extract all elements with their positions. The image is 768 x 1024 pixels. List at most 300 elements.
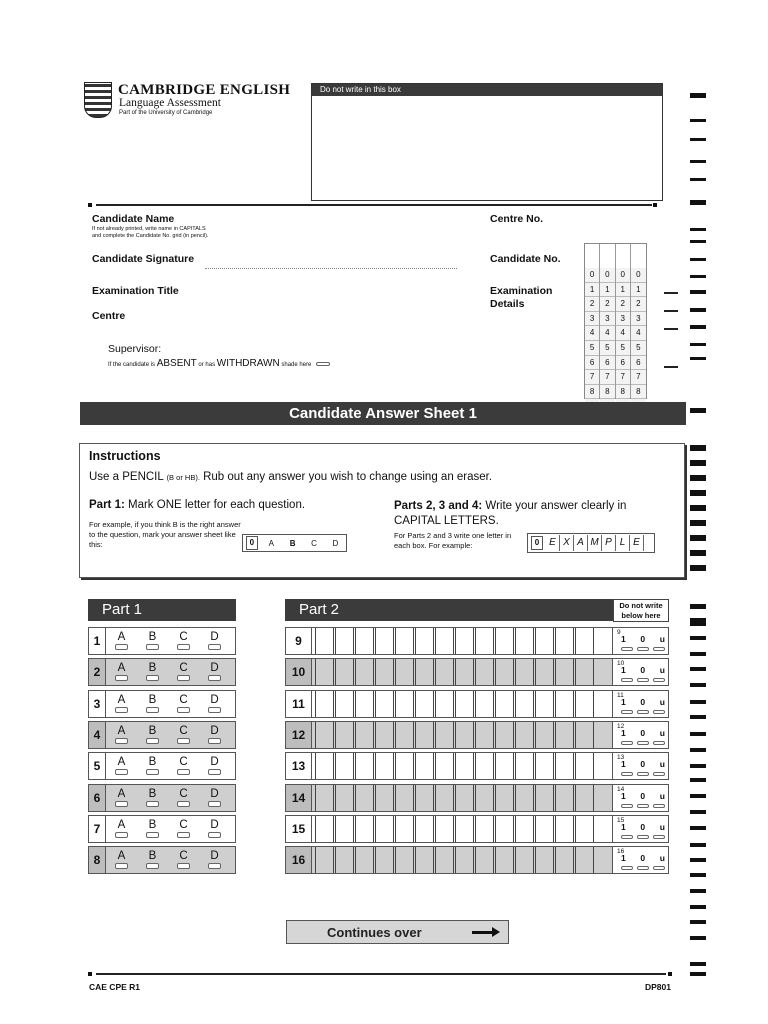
candidate-digit-bubble[interactable]: 3: [600, 312, 614, 327]
letter-box[interactable]: [415, 691, 434, 717]
continues-over-banner: Continues over: [286, 920, 509, 944]
part2-question-row[interactable]: [285, 658, 669, 686]
letter-box[interactable]: [375, 816, 394, 842]
exam-title-label: Examination Title: [92, 285, 179, 297]
letter-box[interactable]: [475, 847, 494, 873]
timing-mark: [690, 700, 706, 704]
letter-box[interactable]: [555, 659, 574, 685]
part2-question-row[interactable]: [285, 721, 669, 749]
candidate-digit-bubble[interactable]: 3: [631, 312, 646, 327]
letter-box[interactable]: [535, 628, 554, 654]
alignment-mark: [668, 972, 672, 976]
letter-box[interactable]: [315, 722, 334, 748]
letter-box[interactable]: [515, 753, 534, 779]
instructions-title: Instructions: [89, 449, 161, 463]
answer-option-bubble[interactable]: D: [199, 753, 230, 779]
timing-mark: [690, 748, 706, 752]
letter-box[interactable]: [435, 847, 454, 873]
cambridge-shield-logo: [84, 82, 112, 118]
exam-details-label: Examination Details: [490, 285, 553, 310]
footer-rule: [96, 973, 666, 975]
letter-box[interactable]: [495, 691, 514, 717]
timing-mark: [690, 873, 706, 877]
answer-option-bubble[interactable]: C: [168, 628, 199, 654]
candidate-name-note: If not already printed, write name in CAPITALS and complete the Candidate No. grid (in pencil).: [92, 226, 209, 239]
answer-option-bubble[interactable]: B: [137, 753, 168, 779]
candidate-digit-bubble[interactable]: 0: [616, 268, 630, 283]
timing-mark: [690, 636, 706, 640]
candidate-digit-bubble[interactable]: 5: [616, 341, 630, 356]
timing-mark: [690, 408, 706, 413]
letter-box[interactable]: [375, 785, 394, 811]
alignment-mark: [653, 203, 657, 207]
letter-box[interactable]: [395, 816, 414, 842]
letter-box[interactable]: [415, 628, 434, 654]
letter-box[interactable]: [495, 659, 514, 685]
timing-mark: [690, 275, 706, 278]
letter-box[interactable]: [475, 628, 494, 654]
candidate-digit-bubble[interactable]: 6: [600, 356, 614, 371]
part1-question-row[interactable]: [88, 658, 236, 686]
letter-box[interactable]: [335, 785, 354, 811]
letter-box[interactable]: [495, 816, 514, 842]
supervisor-label: Supervisor:: [108, 343, 162, 355]
timing-mark: [690, 667, 706, 671]
letter-box[interactable]: [475, 691, 494, 717]
letter-box[interactable]: [555, 753, 574, 779]
answer-option-bubble[interactable]: B: [137, 816, 168, 842]
answer-option-bubble[interactable]: D: [199, 628, 230, 654]
question-number: 5: [89, 753, 106, 779]
details-tick: [664, 328, 678, 330]
letter-boxes[interactable]: [312, 628, 612, 654]
answer-option-bubble[interactable]: C: [168, 785, 199, 811]
part2-question-row[interactable]: [285, 784, 669, 812]
candidate-digit-bubble[interactable]: 2: [616, 297, 630, 312]
letter-box[interactable]: [555, 816, 574, 842]
question-number: 12: [286, 722, 312, 748]
letter-box[interactable]: [575, 722, 594, 748]
letter-box[interactable]: [315, 816, 334, 842]
letter-box[interactable]: [535, 691, 554, 717]
header-rule: [96, 204, 652, 206]
letter-box[interactable]: [355, 785, 374, 811]
letter-box[interactable]: [435, 659, 454, 685]
answer-option-bubble[interactable]: A: [106, 785, 137, 811]
letter-box[interactable]: [455, 847, 474, 873]
letter-box[interactable]: [455, 785, 474, 811]
letter-box[interactable]: [575, 753, 594, 779]
letter-box[interactable]: [375, 691, 394, 717]
answer-option-bubble[interactable]: D: [199, 816, 230, 842]
footer-code-left: CAE CPE R1: [89, 982, 141, 992]
parts234-instruction: Parts 2, 3 and 4: Write your answer clearly in CAPITAL LETTERS.: [394, 500, 627, 527]
answer-option-bubble[interactable]: C: [168, 816, 199, 842]
question-number: 3: [89, 691, 106, 717]
answer-option-bubble[interactable]: A: [106, 628, 137, 654]
letter-box[interactable]: [435, 816, 454, 842]
timing-mark: [690, 810, 706, 814]
letter-box[interactable]: [555, 722, 574, 748]
part2-heading: Part 2: [285, 599, 613, 621]
letter-box[interactable]: [435, 785, 454, 811]
letter-box[interactable]: [335, 659, 354, 685]
letter-box[interactable]: [495, 722, 514, 748]
timing-mark: [690, 826, 706, 830]
part1-question-row[interactable]: [88, 846, 236, 874]
letter-box[interactable]: [515, 691, 534, 717]
candidate-digit-bubble[interactable]: 2: [631, 297, 646, 312]
letter-box[interactable]: [575, 628, 594, 654]
letter-box[interactable]: [475, 785, 494, 811]
answer-option-bubble[interactable]: B: [137, 691, 168, 717]
letter-box[interactable]: [555, 691, 574, 717]
timing-mark: [690, 972, 706, 976]
letter-box[interactable]: [535, 816, 554, 842]
letter-box[interactable]: [335, 753, 354, 779]
timing-mark: [690, 445, 706, 451]
candidate-digit-column[interactable]: [631, 244, 646, 398]
letter-box[interactable]: [415, 847, 434, 873]
timing-mark: [690, 550, 706, 556]
candidate-number-grid[interactable]: [584, 243, 647, 399]
examiner-mark-box: 14 1 0 u: [612, 785, 668, 811]
signature-line[interactable]: [205, 268, 457, 269]
timing-mark: [690, 618, 706, 626]
candidate-digit-bubble[interactable]: 4: [600, 326, 614, 341]
letter-box[interactable]: [455, 722, 474, 748]
part1-instruction: Part 1: Mark ONE letter for each question.: [89, 499, 306, 511]
candidate-digit-bubble[interactable]: 8: [631, 385, 646, 400]
candidate-digit-bubble[interactable]: 4: [631, 326, 646, 341]
letter-box[interactable]: [475, 659, 494, 685]
timing-mark: [690, 460, 706, 466]
alignment-mark: [88, 972, 92, 976]
letter-box[interactable]: [575, 785, 594, 811]
timing-mark: [690, 652, 706, 656]
candidate-digit-bubble[interactable]: 1: [631, 283, 646, 298]
letter-box[interactable]: [315, 753, 334, 779]
part2-question-row[interactable]: [285, 815, 669, 843]
timing-mark: [690, 535, 706, 541]
letter-box[interactable]: [415, 753, 434, 779]
candidate-digit-bubble[interactable]: 1: [616, 283, 630, 298]
centre-label: Centre: [92, 310, 126, 322]
timing-mark: [690, 715, 706, 719]
letter-box[interactable]: [335, 816, 354, 842]
letter-box[interactable]: [495, 847, 514, 873]
letter-box[interactable]: [315, 691, 334, 717]
answer-option-bubble[interactable]: A: [106, 659, 137, 685]
candidate-digit-bubble[interactable]: 0: [585, 268, 599, 283]
letter-box[interactable]: [375, 628, 394, 654]
candidate-digit-bubble[interactable]: 7: [585, 370, 599, 385]
letter-box[interactable]: [415, 816, 434, 842]
part1-example-answer: 0 A B C D: [242, 534, 347, 552]
letter-box[interactable]: [375, 847, 394, 873]
candidate-digit-bubble[interactable]: 8: [616, 385, 630, 400]
letter-box[interactable]: [515, 847, 534, 873]
candidate-digit-bubble[interactable]: 7: [616, 370, 630, 385]
letter-box[interactable]: [415, 785, 434, 811]
timing-mark: [690, 490, 706, 496]
letter-box[interactable]: [355, 847, 374, 873]
timing-mark: [690, 936, 706, 940]
candidate-digit-bubble[interactable]: 6: [616, 356, 630, 371]
answer-option-bubble[interactable]: D: [199, 659, 230, 685]
candidate-digit-bubble[interactable]: 2: [600, 297, 614, 312]
letter-box[interactable]: [575, 691, 594, 717]
letter-box[interactable]: [575, 659, 594, 685]
absent-instruction: If the candidate is ABSENT or has WITHDRAWN shade here: [108, 358, 330, 369]
question-number: 7: [89, 816, 106, 842]
letter-box[interactable]: [435, 691, 454, 717]
letter-box[interactable]: [575, 816, 594, 842]
question-number: 2: [89, 659, 106, 685]
candidate-digit-column[interactable]: [600, 244, 615, 398]
answer-option-bubble[interactable]: D: [199, 691, 230, 717]
answer-option-bubble[interactable]: A: [106, 847, 137, 873]
candidate-digit-bubble[interactable]: 6: [631, 356, 646, 371]
letter-box[interactable]: [355, 753, 374, 779]
examiner-mark-box: 9 1 0 u: [612, 628, 668, 654]
letter-box[interactable]: [435, 628, 454, 654]
candidate-digit-bubble[interactable]: 5: [631, 341, 646, 356]
answer-option-bubble[interactable]: A: [106, 753, 137, 779]
parts234-example-text: For Parts 2 and 3 write one letter in each box. For example:: [394, 531, 512, 550]
candidate-name-label: Candidate Name: [92, 213, 175, 225]
letter-box[interactable]: [475, 722, 494, 748]
letter-box[interactable]: [475, 753, 494, 779]
letter-boxes[interactable]: [312, 753, 612, 779]
answer-option-bubble[interactable]: C: [168, 753, 199, 779]
timing-mark: [690, 920, 706, 924]
candidate-digit-bubble[interactable]: 0: [600, 268, 614, 283]
letter-boxes[interactable]: [312, 847, 612, 873]
letter-box[interactable]: [355, 816, 374, 842]
letter-box[interactable]: [535, 753, 554, 779]
parts234-example-answer: 0 E X A M P L E: [527, 533, 655, 553]
timing-mark: [690, 343, 706, 346]
candidate-digit-bubble[interactable]: 6: [585, 356, 599, 371]
letter-box[interactable]: [335, 691, 354, 717]
letter-box[interactable]: [515, 785, 534, 811]
question-number: 10: [286, 659, 312, 685]
letter-box[interactable]: [355, 628, 374, 654]
answer-option-bubble[interactable]: B: [137, 847, 168, 873]
answer-option-bubble[interactable]: B: [137, 628, 168, 654]
part1-question-row[interactable]: [88, 752, 236, 780]
letter-box[interactable]: [415, 722, 434, 748]
letter-box[interactable]: [455, 816, 474, 842]
part2-question-row[interactable]: [285, 846, 669, 874]
letter-box[interactable]: [395, 785, 414, 811]
letter-box[interactable]: [535, 785, 554, 811]
letter-box[interactable]: [455, 753, 474, 779]
letter-box[interactable]: [315, 628, 334, 654]
letter-box[interactable]: [395, 847, 414, 873]
timing-mark: [690, 308, 706, 312]
answer-option-bubble[interactable]: A: [106, 722, 137, 748]
answer-option-bubble[interactable]: B: [137, 722, 168, 748]
question-number: 14: [286, 785, 312, 811]
answer-option-bubble[interactable]: B: [137, 659, 168, 685]
letter-box[interactable]: [455, 691, 474, 717]
letter-box[interactable]: [315, 785, 334, 811]
letter-box[interactable]: [395, 722, 414, 748]
candidate-digit-bubble[interactable]: 2: [585, 297, 599, 312]
answer-option-bubble[interactable]: C: [168, 659, 199, 685]
timing-mark: [690, 889, 706, 893]
letter-box[interactable]: [435, 753, 454, 779]
timing-mark: [690, 565, 706, 571]
letter-box[interactable]: [575, 847, 594, 873]
do-not-write-label: Do not write in this box: [312, 84, 662, 96]
letter-box[interactable]: [395, 628, 414, 654]
examiner-mark-box: 12 1 0 u: [612, 722, 668, 748]
answer-option-bubble[interactable]: D: [199, 785, 230, 811]
letter-box[interactable]: [395, 753, 414, 779]
candidate-digit-bubble[interactable]: 4: [616, 326, 630, 341]
letter-box[interactable]: [315, 847, 334, 873]
letter-boxes[interactable]: [312, 722, 612, 748]
question-number: 1: [89, 628, 106, 654]
letter-box[interactable]: [495, 785, 514, 811]
letter-box[interactable]: [355, 659, 374, 685]
letter-box[interactable]: [335, 847, 354, 873]
part2-question-row[interactable]: [285, 752, 669, 780]
letter-box[interactable]: [555, 847, 574, 873]
candidate-digit-bubble[interactable]: 4: [585, 326, 599, 341]
timing-mark: [690, 520, 706, 526]
timing-mark: [690, 475, 706, 481]
instructions-box: [79, 443, 685, 578]
part1-question-row[interactable]: [88, 815, 236, 843]
candidate-digit-bubble[interactable]: 5: [600, 341, 614, 356]
letter-box[interactable]: [395, 691, 414, 717]
letter-boxes[interactable]: [312, 785, 612, 811]
candidate-digit-bubble[interactable]: 3: [585, 312, 599, 327]
timing-mark: [690, 778, 706, 782]
candidate-digit-bubble[interactable]: 7: [600, 370, 614, 385]
timing-mark: [690, 843, 706, 847]
question-number: 6: [89, 785, 106, 811]
letter-box[interactable]: [515, 628, 534, 654]
letter-box[interactable]: [515, 722, 534, 748]
part2-question-row[interactable]: [285, 627, 669, 655]
candidate-no-label: Candidate No.: [490, 253, 561, 265]
letter-box[interactable]: [555, 785, 574, 811]
question-number: 4: [89, 722, 106, 748]
candidate-digit-bubble[interactable]: 5: [585, 341, 599, 356]
brand-subtitle: Language Assessment: [119, 97, 221, 109]
candidate-digit-column[interactable]: [585, 244, 600, 398]
answer-option-bubble[interactable]: D: [199, 847, 230, 873]
candidate-digit-bubble[interactable]: 8: [600, 385, 614, 400]
letter-box[interactable]: [535, 847, 554, 873]
letter-box[interactable]: [515, 816, 534, 842]
timing-mark: [690, 604, 706, 609]
part2-question-row[interactable]: [285, 690, 669, 718]
letter-box[interactable]: [475, 816, 494, 842]
part1-example-text: For example, if you think B is the right answer to the question, mark your answer sheet like this:: [89, 520, 241, 549]
timing-mark: [690, 905, 706, 909]
candidate-digit-bubble[interactable]: 1: [585, 283, 599, 298]
letter-box[interactable]: [455, 628, 474, 654]
details-tick: [664, 310, 678, 312]
answer-option-bubble[interactable]: C: [168, 691, 199, 717]
part1-question-row[interactable]: [88, 627, 236, 655]
timing-mark: [690, 683, 706, 687]
examiner-mark-box: 13 1 0 u: [612, 753, 668, 779]
letter-box[interactable]: [555, 628, 574, 654]
timing-mark: [690, 962, 706, 966]
letter-box[interactable]: [335, 628, 354, 654]
candidate-digit-bubble[interactable]: 7: [631, 370, 646, 385]
answer-option-bubble[interactable]: C: [168, 722, 199, 748]
timing-mark: [690, 240, 706, 243]
answer-option-bubble[interactable]: A: [106, 691, 137, 717]
letter-box[interactable]: [315, 659, 334, 685]
letter-boxes[interactable]: [312, 659, 612, 685]
timing-mark: [690, 858, 706, 862]
letter-box[interactable]: [495, 628, 514, 654]
timing-mark: [690, 138, 706, 141]
letter-box[interactable]: [355, 691, 374, 717]
letter-box[interactable]: [435, 722, 454, 748]
arrow-right-icon: [472, 931, 494, 934]
letter-box[interactable]: [355, 722, 374, 748]
letter-boxes[interactable]: [312, 816, 612, 842]
letter-box[interactable]: [375, 753, 394, 779]
candidate-digit-bubble[interactable]: 0: [631, 268, 646, 283]
answer-option-bubble[interactable]: C: [168, 847, 199, 873]
answer-option-bubble[interactable]: B: [137, 785, 168, 811]
letter-box[interactable]: [335, 722, 354, 748]
part1-question-row[interactable]: [88, 690, 236, 718]
examiner-mark-box: 11 1 0 u: [612, 691, 668, 717]
timing-mark: [690, 93, 706, 98]
letter-box[interactable]: [395, 659, 414, 685]
letter-box[interactable]: [495, 753, 514, 779]
candidate-digit-bubble[interactable]: 8: [585, 385, 599, 400]
letter-box[interactable]: [455, 659, 474, 685]
letter-box[interactable]: [415, 659, 434, 685]
part1-question-row[interactable]: [88, 721, 236, 749]
timing-mark: [690, 505, 706, 511]
question-number: 13: [286, 753, 312, 779]
timing-mark: [690, 200, 706, 205]
timing-mark: [690, 228, 706, 231]
letter-box[interactable]: [535, 659, 554, 685]
answer-option-bubble[interactable]: D: [199, 722, 230, 748]
question-number: 8: [89, 847, 106, 873]
do-not-write-below-label: Do not write below here: [613, 599, 669, 622]
candidate-digit-bubble[interactable]: 3: [616, 312, 630, 327]
footer-code-right: DP801: [645, 982, 671, 992]
letter-box[interactable]: [515, 659, 534, 685]
part1-question-row[interactable]: [88, 784, 236, 812]
answer-option-bubble[interactable]: A: [106, 816, 137, 842]
letter-boxes[interactable]: [312, 691, 612, 717]
absent-bubble[interactable]: [316, 362, 330, 366]
letter-box[interactable]: [375, 659, 394, 685]
letter-box[interactable]: [375, 722, 394, 748]
candidate-digit-column[interactable]: [616, 244, 631, 398]
candidate-digit-bubble[interactable]: 1: [600, 283, 614, 298]
part1-heading: Part 1: [88, 599, 236, 621]
letter-box[interactable]: [535, 722, 554, 748]
